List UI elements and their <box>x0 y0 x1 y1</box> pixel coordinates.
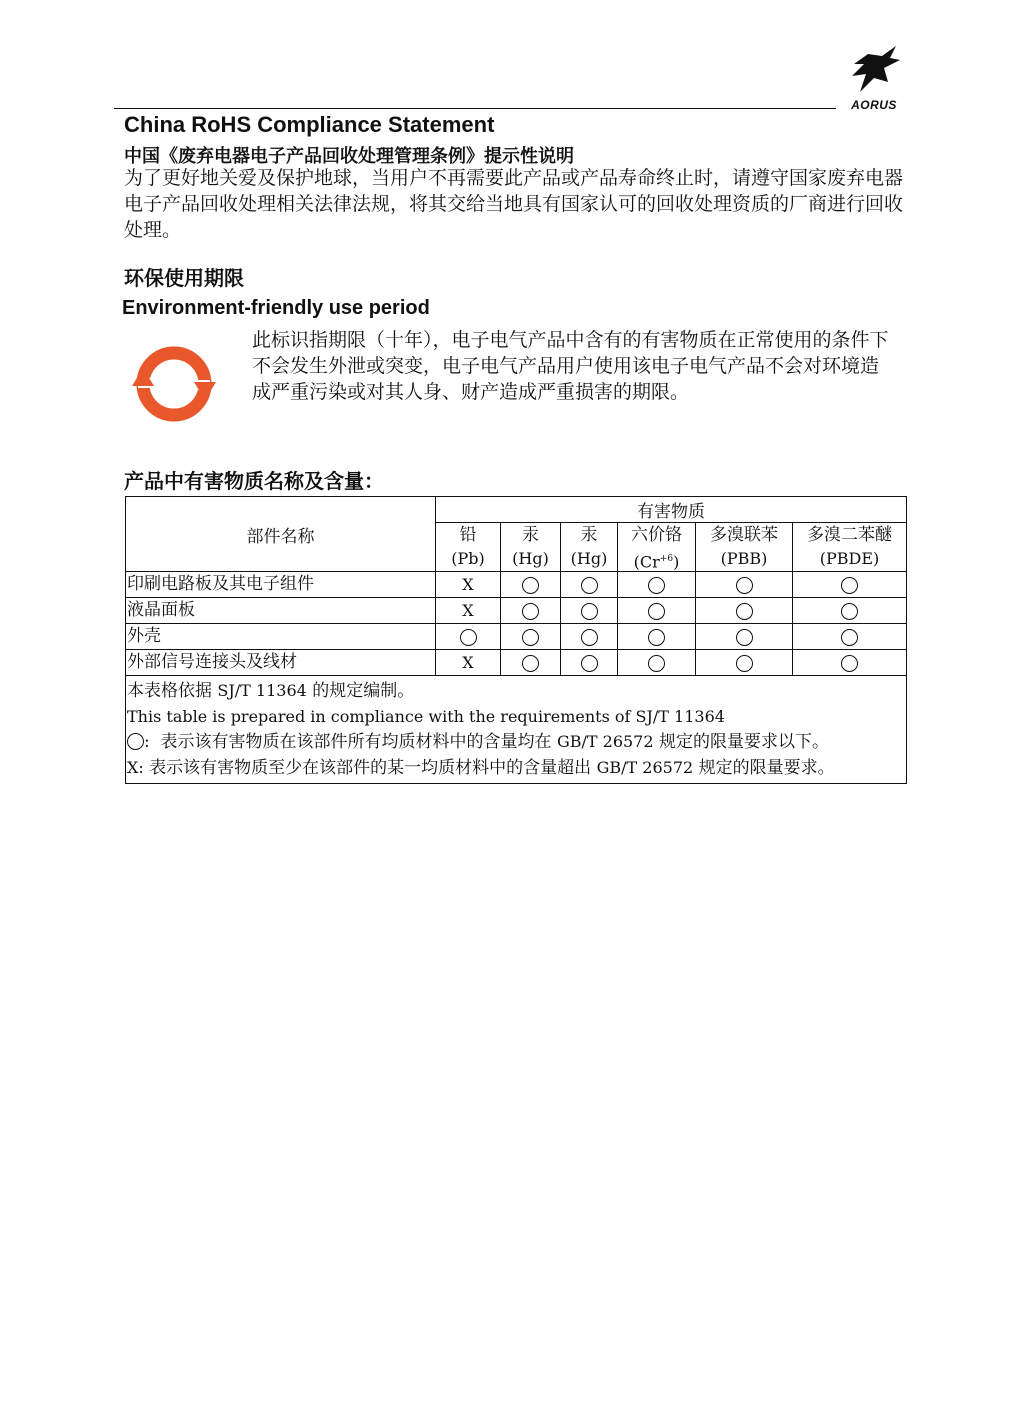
part-name-cell: 液晶面板 <box>126 598 436 624</box>
circle-mark-icon <box>581 629 598 646</box>
below-limit-mark <box>561 598 618 624</box>
substance-group-header: 有害物质 <box>436 497 907 523</box>
page-title-en: China RoHS Compliance Statement <box>124 112 495 137</box>
below-limit-mark <box>696 650 793 676</box>
below-limit-mark <box>561 650 618 676</box>
below-limit-mark <box>696 572 793 598</box>
circle-mark-icon <box>522 603 539 620</box>
substance-header: 汞 (Hg) <box>561 523 618 572</box>
substance-header: 多溴二苯醚 (PBDE) <box>793 523 907 572</box>
below-limit-mark <box>618 624 696 650</box>
part-name-header: 部件名称 <box>126 497 436 572</box>
circle-mark-icon <box>648 603 665 620</box>
part-name-cell: 外部信号连接头及线材 <box>126 650 436 676</box>
below-limit-mark <box>696 598 793 624</box>
substance-header: 六价铬 $(Cr^{+6})$ <box>618 523 696 572</box>
circle-mark-icon <box>522 655 539 672</box>
below-limit-mark <box>793 598 907 624</box>
period-heading-en: Environment-friendly use period <box>122 297 430 319</box>
below-limit-mark <box>501 598 561 624</box>
below-limit-mark <box>501 650 561 676</box>
circle-mark-icon <box>522 629 539 646</box>
substances-heading: 产品中有害物质名称及含量： <box>124 469 384 493</box>
header-rule <box>114 108 836 109</box>
table-body <box>126 572 907 676</box>
below-limit-mark <box>618 650 696 676</box>
below-limit-mark <box>793 572 907 598</box>
circle-mark-icon <box>841 577 858 594</box>
circle-mark-icon <box>736 629 753 646</box>
intro-paragraph: 为了更好地关爱及保护地球，当用户不再需要此产品或产品寿命终止时，请遵守国家废弃电器电子产品回收处理相关法律法规，将其交给当地具有国家认可的回收处理资质的厂商进行回收处理。 <box>124 167 904 241</box>
circle-mark-icon <box>522 577 539 594</box>
o-legend-note: : 表示该有害物质在该部件所有均质材料中的含量均在 GB/T 26572 规定的限量要求以下。 <box>127 729 905 755</box>
recycle-arrows-icon <box>128 340 220 428</box>
circle-mark-icon <box>127 733 144 750</box>
brand-wordmark: AORUS <box>851 98 897 112</box>
below-limit-mark <box>501 624 561 650</box>
x-legend-note: X: 表示该有害物质至少在该部件的某一均质材料中的含量超出 GB/T 26572 规定的限量要求。 <box>127 758 835 778</box>
below-limit-mark <box>561 572 618 598</box>
substance-header: 多溴联苯 (PBB) <box>696 523 793 572</box>
substance-header: 铅 (Pb) <box>436 523 501 572</box>
circle-mark-icon <box>581 603 598 620</box>
below-limit-mark <box>793 650 907 676</box>
below-limit-mark <box>561 624 618 650</box>
circle-mark-icon <box>841 603 858 620</box>
circle-mark-icon <box>736 603 753 620</box>
hazardous-substances-table <box>125 496 907 784</box>
circle-mark-icon <box>841 629 858 646</box>
circle-mark-icon <box>648 655 665 672</box>
below-limit-mark <box>793 624 907 650</box>
substance-header: 汞 (Hg) <box>501 523 561 572</box>
circle-mark-icon <box>841 655 858 672</box>
table-row <box>126 624 907 650</box>
table-row <box>126 650 907 676</box>
circle-mark-icon <box>581 655 598 672</box>
basis-note: 本表格依据 SJ/T 11364 的规定编制。 <box>127 681 415 701</box>
exceeds-limit-mark: X <box>436 598 501 624</box>
table-notes <box>126 676 907 784</box>
below-limit-mark <box>618 572 696 598</box>
exceeds-limit-mark: X <box>436 572 501 598</box>
below-limit-mark <box>618 598 696 624</box>
circle-mark-icon <box>581 577 598 594</box>
basis-note-en: This table is prepared in compliance with the requirements of SJ/T 11364 <box>127 707 725 726</box>
circle-mark-icon <box>460 629 477 646</box>
below-limit-mark <box>501 572 561 598</box>
circle-mark-icon <box>648 629 665 646</box>
exceeds-limit-mark: X <box>436 650 501 676</box>
part-name-cell: 印刷电路板及其电子组件 <box>126 572 436 598</box>
part-name-cell: 外壳 <box>126 624 436 650</box>
circle-mark-icon <box>736 655 753 672</box>
circle-mark-icon <box>648 577 665 594</box>
table-row <box>126 572 907 598</box>
below-limit-mark <box>696 624 793 650</box>
period-heading-cn: 环保使用期限 <box>124 266 244 290</box>
circle-mark-icon <box>736 577 753 594</box>
below-limit-mark <box>436 624 501 650</box>
page-title-cn: 中国《废弃电器电子产品回收处理管理条例》提示性说明 <box>124 146 574 167</box>
period-paragraph: 此标识指期限（十年），电子电气产品中含有的有害物质在正常使用的条件下不会发生外泄或突变，电子电气产品用户使用该电子电气产品不会对环境造成严重污染或对其人身、财产造成严重损害的期限。 <box>252 329 889 403</box>
table-row <box>126 598 907 624</box>
